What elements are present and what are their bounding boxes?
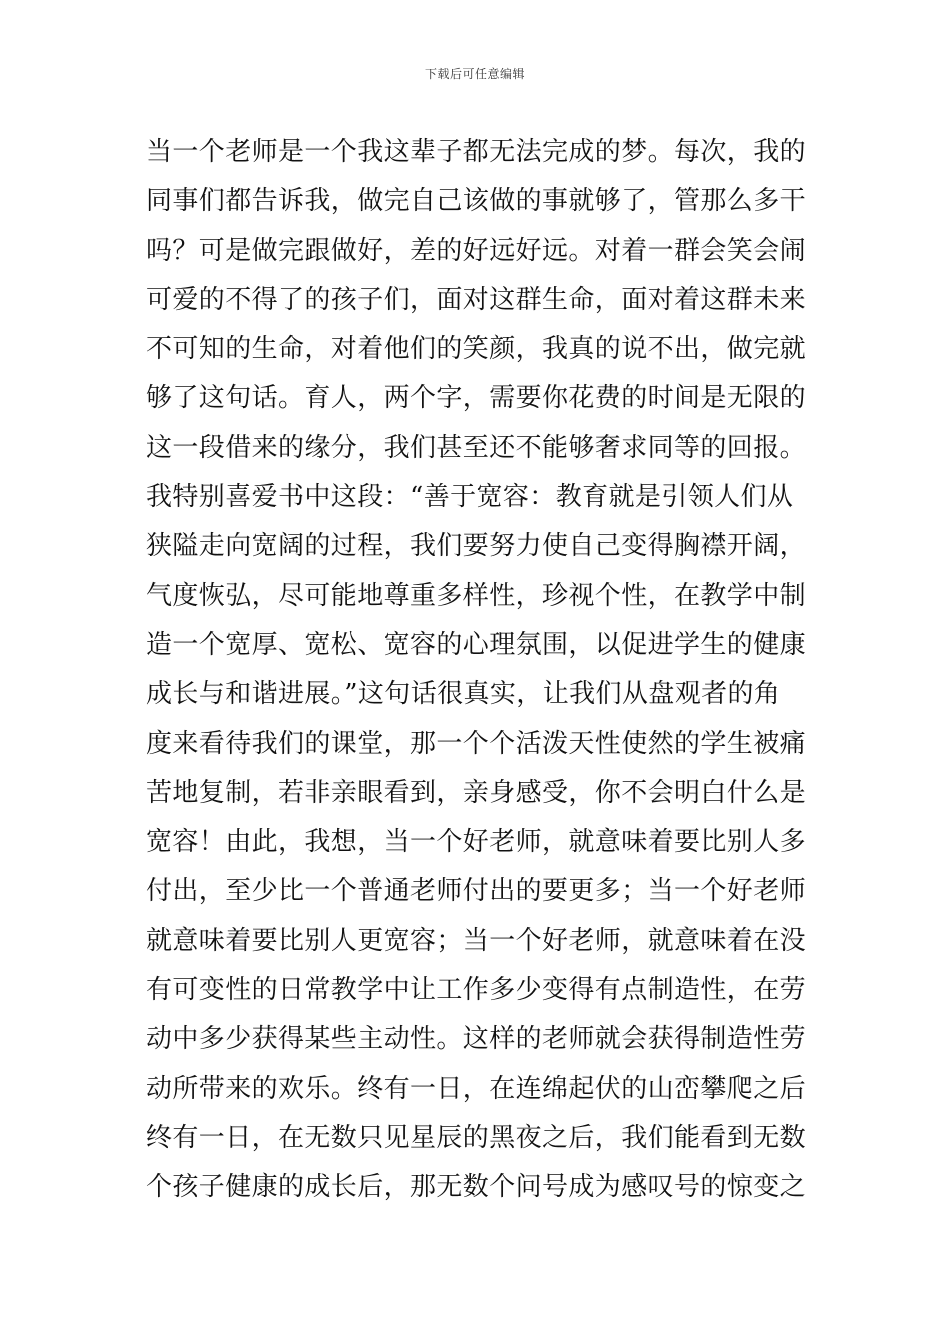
document-body	[146, 128, 810, 1213]
text-line: 动中多少获得某些主动性。这样的老师就会获得制造性劳	[146, 1024, 807, 1055]
text-line: 可爱的不得了的孩子们，面对这群生命，面对着这群未来	[146, 284, 807, 315]
text-line: 造一个宽厚、宽松、宽容的心理氛围，以促进学生的健康	[146, 629, 807, 660]
text-line: 就意味着要比别人更宽容；当一个好老师，就意味着在没	[146, 925, 807, 956]
text-line: 当一个老师是一个我这辈子都无法完成的梦。每次，我的	[146, 137, 807, 167]
text-line: 吗？可是做完跟做好，差的好远好远。对着一群会笑会闹	[146, 235, 807, 266]
text-line: 同事们都告诉我，做完自己该做的事就够了，管那么多干	[146, 186, 807, 217]
text-line: 宽容！由此，我想，当一个好老师，就意味着要比别人多	[146, 827, 807, 858]
text-line: 个孩子健康的成长后，那无数个问号成为感叹号的惊变之	[146, 1172, 807, 1203]
text-line: 苦地复制，若非亲眼看到，亲身感受，你不会明白什么是	[146, 777, 807, 808]
text-line: 狭隘走向宽阔的过程，我们要努力使自己变得胸襟开阔，	[146, 531, 807, 562]
text-line: 我特别喜爱书中这段：“善于宽容：教育就是引领人们从	[146, 482, 794, 513]
text-line: 不可知的生命，对着他们的笑颜，我真的说不出，做完就	[146, 334, 807, 365]
page-header: 下载后可任意编辑	[424, 67, 525, 81]
text-line: 动所带来的欢乐。终有一日，在连绵起伏的山峦攀爬之后	[146, 1073, 807, 1104]
text-line: 这一段借来的缘分，我们甚至还不能够奢求同等的回报。	[146, 432, 807, 463]
text-line: 气度恢弘，尽可能地尊重多样性，珍视个性，在教学中制	[146, 580, 807, 611]
text-line: 够了这句话。育人，两个字，需要你花费的时间是无限的	[146, 383, 807, 414]
text-line: 付出，至少比一个普通老师付出的要更多；当一个好老师	[146, 876, 807, 907]
text-line: 成长与和谐进展。”这句话很真实，让我们从盘观者的角	[146, 679, 781, 710]
text-line: 终有一日，在无数只见星辰的黑夜之后，我们能看到无数	[146, 1122, 807, 1153]
text-line: 有可变性的日常教学中让工作多少变得有点制造性，在劳	[146, 975, 807, 1006]
text-line: 度来看待我们的课堂，那一个个活泼天性使然的学生被痛	[146, 728, 807, 759]
